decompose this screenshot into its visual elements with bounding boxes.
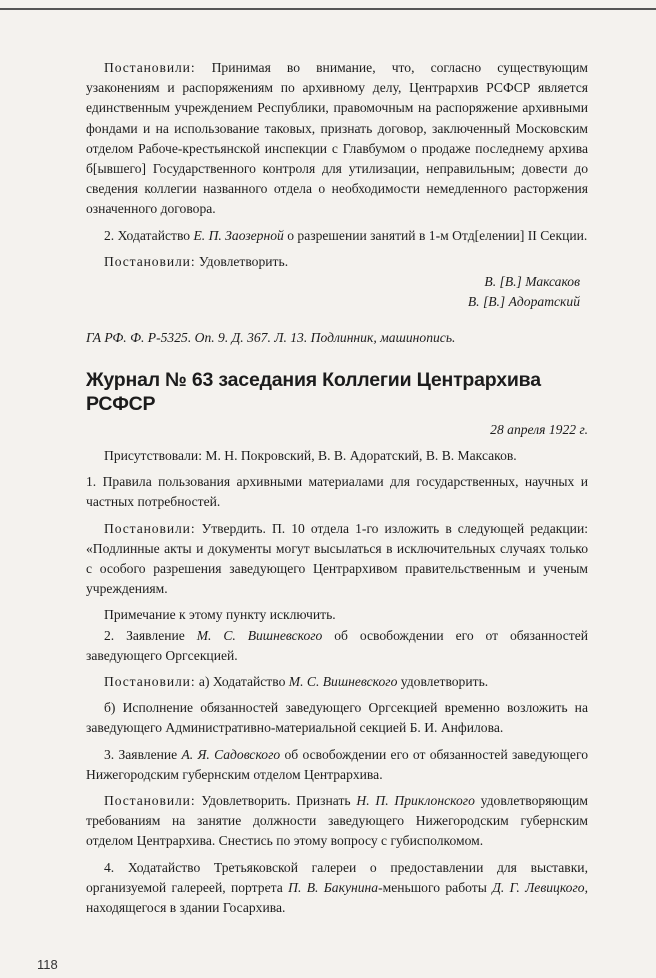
person-name: Е. П. Заозерной (193, 227, 284, 243)
text-segment: а) Ходатайство (195, 674, 289, 690)
signature-1: В. [В.] Максаков (484, 274, 580, 290)
person-name: П. В. Бакунина (288, 879, 379, 895)
person-name: А. Я. Садовского (181, 746, 281, 762)
resolution-paragraph (86, 252, 588, 272)
text-segment: , находящегося в здании Госархива. (86, 879, 588, 916)
resolution-text: Принимая во внимание, что, согласно существующим узаконениям и распоряжениям по архивному делу, Центрархив РСФСР является единственным учреждением Республики, правомочным на распоряжение архивными фондами и на использование таковых, признать договор, заключенный Московским отделом Рабоче-крестьянской инспекции с Главбумом о продаже последнему архива б[ывшего] Государственного контроля для утилизации, неправильным; довести до сведения коллегии названного отдела о необходимости немедленного расторжения означенного договора. (86, 60, 588, 217)
person-name: Н. П. Приклонского (356, 793, 475, 809)
person-name: Д. Г. Левицкого (492, 879, 585, 895)
resolution-text: Удовлетворить. (195, 253, 289, 269)
attendance: Присутствовали: М. Н. Покровский, В. В. Адоратский, В. В. Максаков. (104, 448, 517, 464)
resolved-label: Постановили: (104, 520, 196, 536)
resolution-text: Утвердить. П. 10 отдела 1-го изложить в следующей редакции: «Подлинные акты и документы могут высылаться в исключительных случаях только с особого разрешения заведующего Центрархивом правительственным и ученым учреждениям. (86, 520, 588, 597)
signature-2: В. [В.] Адоратский (467, 294, 580, 310)
resolved-label: Постановили: (104, 793, 196, 809)
person-name: М. С. Вишневского (288, 674, 398, 690)
text-segment: Удовлетворить. Признать (195, 793, 357, 809)
resolution-paragraph (86, 519, 588, 600)
agenda-item-4 (86, 858, 588, 919)
agenda-item-1: 1. Правила пользования архивными материалами для государственных, научных и частных потребностей. (86, 474, 588, 510)
text-segment: об освобождении его от обязанностей заведующего Нижегородским губернским отделом Центрархива. (86, 746, 588, 782)
petition-item-2 (86, 226, 588, 246)
text-segment: -меньшого работы (378, 879, 493, 895)
agenda-item-2 (86, 626, 588, 666)
resolution-paragraph (86, 672, 588, 692)
top-border (0, 8, 656, 10)
text-segment: 3. Заявление (104, 746, 182, 762)
text-segment: 4. Ходатайство Третьяковской галереи о предоставлении для выставки, организуемой галереей, портрета (86, 859, 588, 895)
resolution-paragraph (86, 58, 588, 220)
note: Примечание к этому пункту исключить. (104, 607, 336, 623)
agenda-item-3 (86, 745, 588, 785)
text-segment: об освобождении его от обязанностей заведующего Оргсекцией. (86, 627, 589, 663)
resolved-label: Постановили: (104, 253, 196, 269)
journal-heading: Журнал № 63 заседания Коллегии Центрархива РСФСР (86, 369, 541, 416)
resolved-label: Постановили: (104, 60, 196, 75)
text-segment: о разрешении занятий в 1-м Отд[елении] II Секции. (283, 227, 588, 243)
journal-date: 28 апреля 1922 г. (490, 422, 588, 438)
archival-source: ГА РФ. Ф. Р-5325. Оп. 9. Д. 367. Л. 13. Подлинник, машинопись. (86, 330, 456, 346)
document-page (86, 58, 588, 918)
text-segment: удовлетворить. (397, 674, 489, 690)
page-number: 118 (37, 957, 58, 972)
resolution-b: б) Исполнение обязанностей заведующего Оргсекцией временно возложить на заведующего Административно-материальной секцией Б. И. Анфилова. (86, 700, 588, 736)
text-segment: 2. Ходатайство (104, 227, 194, 243)
resolution-paragraph (86, 791, 588, 852)
person-name: М. С. Вишневского (196, 627, 323, 643)
resolved-label: Постановили: (104, 674, 196, 690)
text-segment: удовлетворяющим требованиям на занятие должности заведующего Нижегородским губернским отделом Центрархива. Снестись по этому вопросу с губисполкомом. (86, 793, 588, 849)
text-segment: 2. Заявление (104, 627, 197, 643)
